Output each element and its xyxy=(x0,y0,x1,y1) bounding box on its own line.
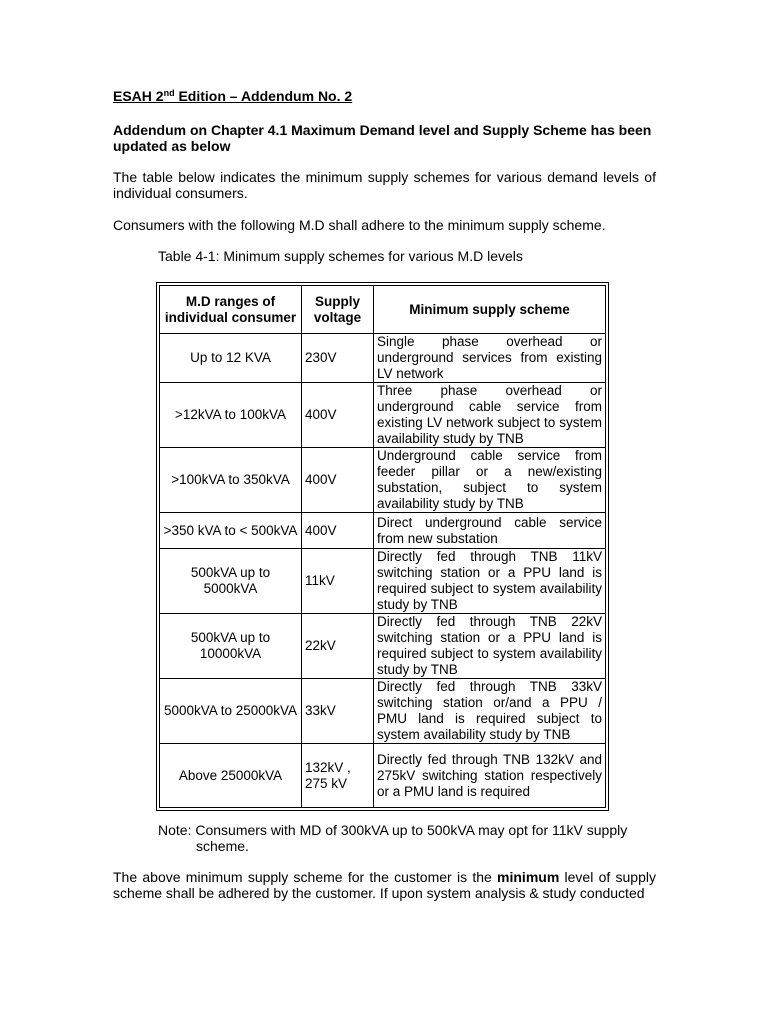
scheme-cell: Direct underground cable service from new substation xyxy=(374,513,606,549)
scheme-cell: Three phase overhead or underground cable service from existing LV network subject to system availability study by TNB xyxy=(374,383,606,448)
table-row xyxy=(160,513,606,549)
header-md-range: M.D ranges of individual consumer xyxy=(160,286,302,334)
voltage-cell: 132kV , 275 kV xyxy=(302,744,374,808)
table-row xyxy=(160,383,606,448)
md-range-cell: >100kVA to 350kVA xyxy=(160,448,302,513)
md-range-cell: >350 kVA to < 500kVA xyxy=(160,513,302,549)
addendum-subtitle: Addendum on Chapter 4.1 Maximum Demand level and Supply Scheme has been updated as below xyxy=(113,122,652,154)
closing-text-end: level of supply scheme shall be adhered by the customer. If upon system analysis & study conducted xyxy=(113,869,656,901)
header-minimum-scheme: Minimum supply scheme xyxy=(374,286,606,334)
closing-bold-word: minimum xyxy=(497,869,560,885)
intro-paragraph: The table below indicates the minimum supply schemes for various demand levels of individual consumers. xyxy=(113,169,656,201)
header-supply-voltage: Supply voltage xyxy=(302,286,374,334)
note-line-2: scheme. xyxy=(196,838,249,854)
scheme-cell: Directly fed through TNB 33kV switching station or/and a PPU / PMU land is required subject to system availability study by TNB xyxy=(374,679,606,744)
table-row xyxy=(160,614,606,679)
scheme-cell: Directly fed through TNB 11kV switching station or a PPU land is required subject to system availability study by TNB xyxy=(374,549,606,614)
voltage-cell: 11kV xyxy=(302,549,374,614)
md-range-cell: 500kVA up to 5000kVA xyxy=(160,549,302,614)
adherence-paragraph: Consumers with the following M.D shall adhere to the minimum supply scheme. xyxy=(113,217,606,233)
md-range-cell: >12kVA to 100kVA xyxy=(160,383,302,448)
table-row xyxy=(160,549,606,614)
voltage-cell: 33kV xyxy=(302,679,374,744)
voltage-cell: 400V xyxy=(302,513,374,549)
md-range-cell: 5000kVA to 25000kVA xyxy=(160,679,302,744)
document-title xyxy=(113,88,352,104)
md-range-cell: Up to 12 KVA xyxy=(160,334,302,383)
scheme-cell: Single phase overhead or underground services from existing LV network xyxy=(374,334,606,383)
table-row xyxy=(160,744,606,808)
voltage-cell: 22kV xyxy=(302,614,374,679)
voltage-cell: 400V xyxy=(302,448,374,513)
voltage-cell: 400V xyxy=(302,383,374,448)
scheme-cell: Directly fed through TNB 22kV switching station or a PPU land is required subject to system availability study by TNB xyxy=(374,614,606,679)
title-suffix: Edition – Addendum No. 2 xyxy=(174,88,353,104)
table-header-row xyxy=(160,286,606,334)
title-superscript: nd xyxy=(163,88,175,98)
note-line-1: Note: Consumers with MD of 300kVA up to 500kVA may opt for 11kV supply xyxy=(158,822,628,838)
supply-scheme-table xyxy=(159,285,606,808)
table-row xyxy=(160,679,606,744)
table-row xyxy=(160,448,606,513)
md-range-cell: Above 25000kVA xyxy=(160,744,302,808)
table-caption: Table 4-1: Minimum supply schemes for various M.D levels xyxy=(158,248,523,264)
scheme-cell: Underground cable service from feeder pillar or a new/existing substation, subject to system availability study by TNB xyxy=(374,448,606,513)
table-row xyxy=(160,334,606,383)
closing-paragraph xyxy=(113,869,656,901)
md-range-cell: 500kVA up to 10000kVA xyxy=(160,614,302,679)
table-note xyxy=(158,822,638,854)
scheme-cell: Directly fed through TNB 132kV and 275kV switching station respectively or a PMU land is required xyxy=(374,744,606,808)
voltage-cell: 230V xyxy=(302,334,374,383)
title-prefix: ESAH 2 xyxy=(113,88,164,104)
supply-scheme-table-frame xyxy=(156,282,609,811)
closing-text-start: The above minimum supply scheme for the customer is the xyxy=(113,869,498,885)
